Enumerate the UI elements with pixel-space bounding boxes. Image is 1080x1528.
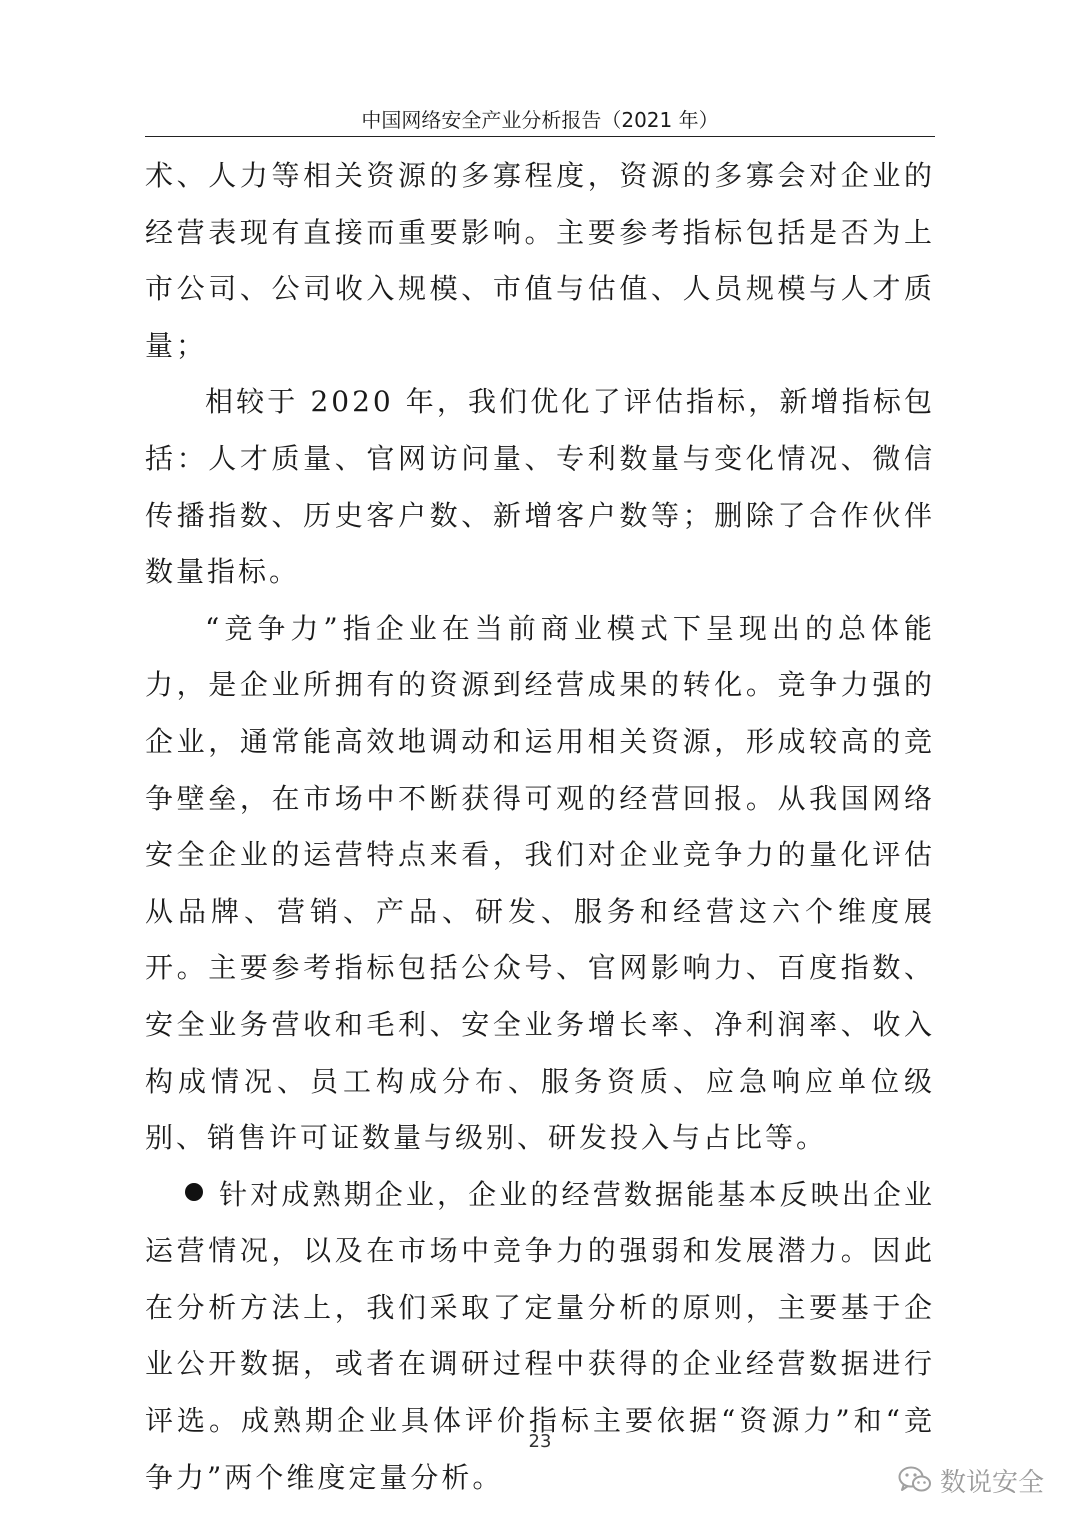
wechat-icon <box>898 1465 932 1495</box>
page-number: 23 <box>528 1431 552 1452</box>
watermark <box>898 1460 1044 1500</box>
paragraph-indicator-changes: 相较于 2020 年，我们优化了评估指标，新增指标包括：人才质量、官网访问量、专利数量与变化情况、微信传播指数、历史客户数、新增客户数等；删除了合作伙伴数量指标。 <box>145 385 935 589</box>
bullet-paragraph-text: 针对成熟期企业，企业的经营数据能基本反映出企业运营情况，以及在市场中竞争力的强弱和发展潜力。因此在分析方法上，我们采取了定量分析的原则，主要基于企业公开数据，或者在调研过程中获得的企业经营数据进行评选。成熟期企业具体评价指标主要依据“资源力”和“竞争力”两个维度定量分析。 <box>145 1177 935 1494</box>
page-header-title: 中国网络安全产业分析报告（2021 年） <box>361 108 719 132</box>
header-divider <box>145 136 935 137</box>
paragraph-resources-continued: 术、人力等相关资源的多寡程度，资源的多寡会对企业的经营表现有直接而重要影响。主要参考指标包括是否为上市公司、公司收入规模、市值与估值、人员规模与人才质量； <box>145 159 935 362</box>
paragraph-competitiveness: “竞争力”指企业在当前商业模式下呈现出的总体能力，是企业所拥有的资源到经营成果的转化。竞争力强的企业，通常能高效地调动和运用相关资源，形成较高的竞争壁垒，在市场中不断获得可观的经营回报。从我国网络安全企业的运营特点来看，我们对企业竞争力的量化评估从品牌、营销、产品、研发、服务和经营这六个维度展开。主要参考指标包括公众号、官网影响力、百度指数、安全业务营收和毛利、安全业务增长率、净利润率、收入构成情况、员工构成分布、服务资质、应急响应单位级别、销售许可证数量与级别、研发投入与占比等。 <box>145 611 935 1155</box>
document-body <box>145 148 935 1506</box>
watermark-text: 数说安全 <box>939 1467 1044 1498</box>
bullet-dot-icon <box>185 1183 203 1201</box>
